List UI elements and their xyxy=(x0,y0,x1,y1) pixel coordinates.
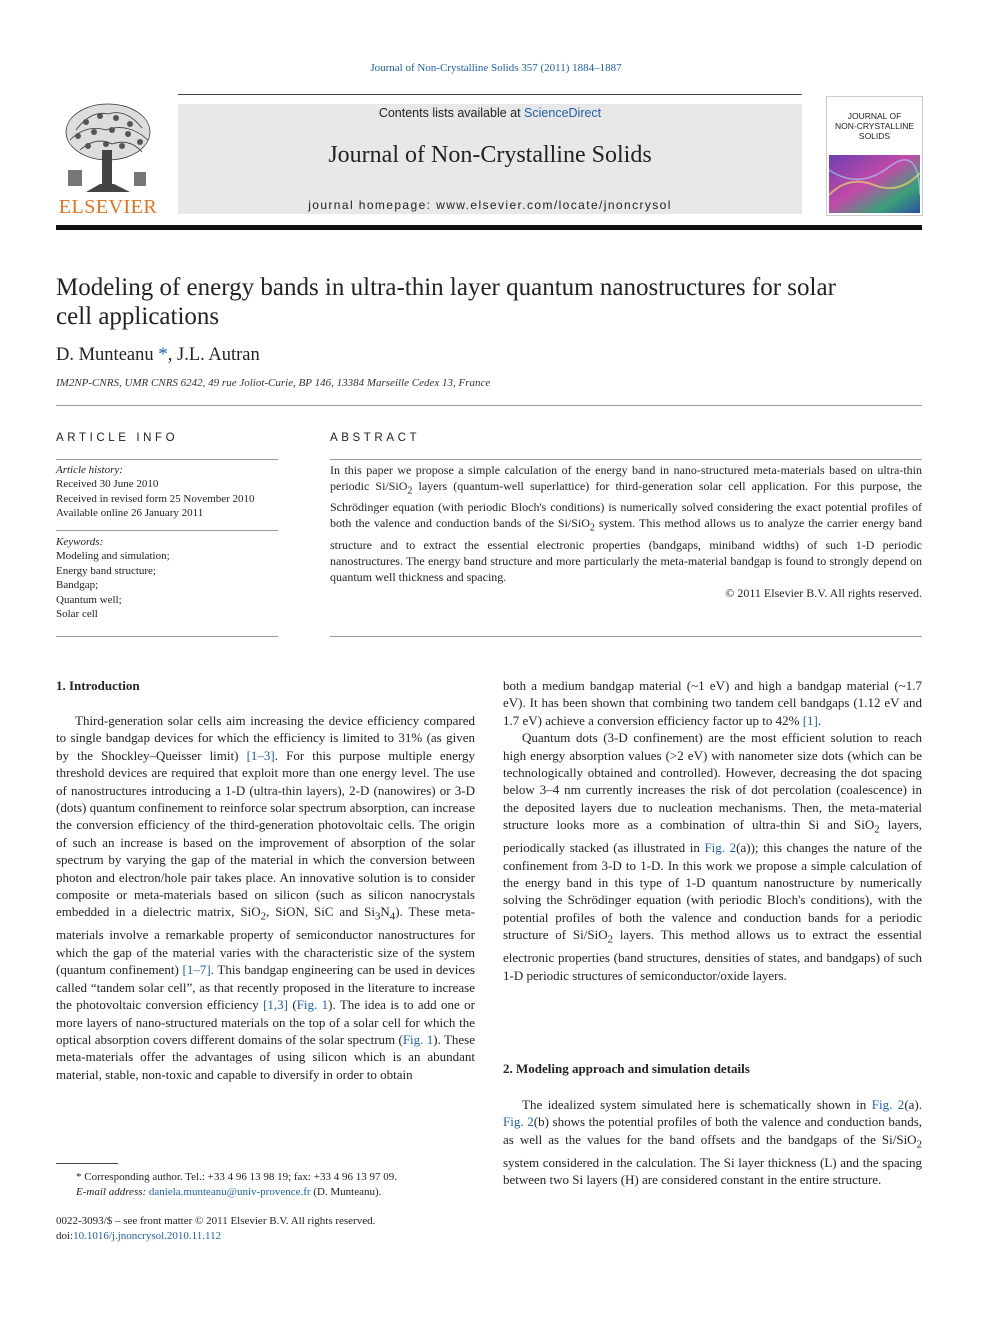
footnote-text: Corresponding author. Tel.: +33 4 96 13 98 19; fax: +33 4 96 13 97 09. xyxy=(81,1171,397,1183)
text: (b) shows the potential profiles of both the valence and conduction bands, as well as the values for the band offsets and the bandgaps of the Si/SiO xyxy=(503,1114,923,1147)
abstract-rule xyxy=(330,636,922,637)
journal-cover-thumbnail[interactable] xyxy=(826,96,923,216)
text: . xyxy=(817,712,822,728)
abstract-copyright: © 2011 Elsevier B.V. All rights reserved. xyxy=(725,585,922,600)
abstract-rule xyxy=(330,459,922,460)
cover-title-line2: NON-CRYSTALLINE SOLIDS xyxy=(834,121,915,141)
text: layers. This method allows us to extract the essential electronic properties (band structures, densities of states, and bandgaps) of such 1-D periodic structures of semiconductor/oxide layers. xyxy=(503,927,922,983)
email-suffix: (D. Munteanu). xyxy=(310,1186,382,1198)
front-matter xyxy=(56,1214,476,1243)
body-column-right xyxy=(503,677,922,984)
subscript: 2 xyxy=(916,1138,922,1151)
keywords xyxy=(56,535,278,621)
publisher-name: ELSEVIER xyxy=(58,196,158,218)
journal-name: Journal of Non-Crystalline Solids xyxy=(328,142,652,168)
subscript: 2 xyxy=(589,522,595,534)
subscript: 2 xyxy=(407,485,413,497)
history-item: Available online 26 January 2011 xyxy=(56,507,204,520)
subscript: 2 xyxy=(607,933,614,946)
subscript: 2 xyxy=(260,911,267,924)
figure-link[interactable]: Fig. 2 xyxy=(871,1097,905,1112)
cover-art-image xyxy=(829,155,920,213)
article-info-rule xyxy=(56,530,278,531)
text: system considered in the calculation. The Si layer thickness (L) and the spacing between two Si layers (H) are considered constant in the entire structure. xyxy=(503,1154,922,1188)
history-item: Received 30 June 2010 xyxy=(56,478,159,491)
figure-link[interactable]: Fig. 1 xyxy=(402,1031,434,1047)
article-history xyxy=(56,463,278,521)
journal-citation[interactable]: Journal of Non-Crystalline Solids 357 (2011) 1884–1887 xyxy=(370,62,622,74)
section-heading-introduction: 1. Introduction xyxy=(56,678,140,693)
subscript: 4 xyxy=(389,911,396,924)
abstract-heading: ABSTRACT xyxy=(330,432,421,444)
doi-label: doi: xyxy=(56,1229,74,1242)
author-2[interactable]: J.L. Autran xyxy=(177,345,260,365)
text: (a). xyxy=(904,1097,922,1112)
header-top-rule xyxy=(178,94,802,95)
reference-link[interactable]: [1,3] xyxy=(263,997,288,1013)
keyword-item: Solar cell xyxy=(56,608,98,621)
keyword-item: Energy band structure; xyxy=(56,564,156,577)
article-info-heading: ARTICLE INFO xyxy=(56,432,179,444)
corresponding-author-mark[interactable]: * xyxy=(158,344,168,365)
text: Quantum dots (3-D confinement) are the most efficient solution to reach high energy absorption values (>2 eV) with nanometer size dots (which can be technologically obtained and controlled). However, decreasing the dot spacing below 3–4 nm currently increases the risk of dot percolation (coalescence) in the deposited layers due to nucleation mechanisms. Then, the meta-material structure looks more as a combination of ultra-thin Si and SiO xyxy=(503,730,922,833)
paragraph xyxy=(503,1096,922,1189)
article-info-rule xyxy=(56,636,278,637)
text: both a medium bandgap material (~1 eV) and high a bandgap material (~1.7 eV). It has been shown that combining two tandem cell bandgaps (1.12 eV and 1.7 eV) achieve a conversion efficiency factor up to 42% xyxy=(503,678,922,728)
abstract-text: In this paper we propose a simple calculation of the energy band in nano-structured meta-materials based on ultra-thin periodic Si/SiO xyxy=(330,463,922,493)
text: layers, periodically stacked (as illustrated in xyxy=(503,817,923,856)
cover-title xyxy=(827,111,922,141)
contents-available-line xyxy=(178,106,802,120)
abstract-text: system. This method allows us to analyze the carrier energy band structure and to extract the essential electronic properties (bandgaps, miniband widths) of such 1-D periodic nanostructures. The energy band structure and more particularly the meta-material bandgap is found to strongly depend on quantum well thickness and spacing. xyxy=(330,516,923,584)
paragraph xyxy=(503,729,922,984)
cover-title-line1: JOURNAL OF xyxy=(847,111,902,121)
text: ). These meta-materials offer the advantages of using silicon which is an abundant material, stable, non-toxic and capable to diversify in order to obtain xyxy=(56,1031,475,1082)
keywords-label: Keywords: xyxy=(56,536,104,548)
text: (a)); this changes the nature of the confinement from 3-D to 1-D. In this work we propose a simple calculation of the energy band in this type of 1-D quantum nanostructure by numerically solving the Schrödinger equation (with periodic Bloch's conditions), with the potential profiles of both the valence and conduction bands for a periodic structure of Si/SiO xyxy=(503,840,922,943)
affiliation: IM2NP-CNRS, UMR CNRS 6242, 49 rue Joliot-Curie, BP 146, 13384 Marseille Cedex 13, France xyxy=(56,377,491,389)
reference-link[interactable]: [1–7] xyxy=(182,962,211,978)
keyword-item: Bandgap; xyxy=(56,579,99,592)
header-thick-rule xyxy=(56,225,922,230)
text: , SiON, SiC and Si xyxy=(266,904,375,920)
doi-link[interactable]: 10.1016/j.jnoncrysol.2010.11.112 xyxy=(73,1229,222,1242)
author-separator: , xyxy=(167,345,177,365)
affiliation-rule xyxy=(56,405,922,406)
reference-link[interactable]: [1] xyxy=(802,712,818,728)
footnote xyxy=(56,1170,476,1200)
figure-link[interactable]: Fig. 2 xyxy=(503,1114,534,1130)
text: ). The idea is to add one or more layers of nano-structured materials on the top of a solar cell for which the optical absorption covers different domains of the solar spectrum ( xyxy=(56,997,475,1047)
body-column-right-section2 xyxy=(503,1096,922,1189)
figure-link[interactable]: Fig. 2 xyxy=(704,840,737,856)
author-1[interactable]: D. Munteanu xyxy=(56,345,154,365)
subscript: 3 xyxy=(374,911,381,924)
paragraph xyxy=(56,712,475,1083)
figure-link[interactable]: Fig. 1 xyxy=(296,997,329,1013)
text: N xyxy=(380,904,390,920)
text: ( xyxy=(288,997,297,1013)
elsevier-tree-icon xyxy=(56,100,160,194)
email-link[interactable]: daniela.munteanu@univ-provence.fr xyxy=(148,1186,311,1198)
article-title: Modeling of energy bands in ultra-thin layer quantum nanostructures for solar cell applications xyxy=(56,274,836,330)
abstract-body xyxy=(330,462,922,601)
email-label: E-mail address: xyxy=(76,1186,149,1198)
history-label: Article history: xyxy=(56,464,123,476)
keyword-item: Quantum well; xyxy=(56,593,122,606)
article-info-rule xyxy=(56,459,278,460)
text: . For this purpose multiple energy threshold devices are required that exploit more than one energy level. The use of nanostructures introducing a 1-D (ultra-thin layers), 2-D (nanowires) or 3-D (dots) quantum confinement to reinforce solar spectrum absorption, can increase the conversion efficiency of the third-generation photovoltaic cells. The origin of such an increase is based on the improvement of absorption of the solar spectrum by varying the gap of the material in which the conversion between photon and electron/hole pair takes place. An innovative solution is to consider composite or meta-materials based on silicon (such as silicon nanocrystals embedded in a dielectric matrix, SiO xyxy=(56,747,476,920)
history-item: Received in revised form 25 November 2010 xyxy=(56,492,255,505)
abstract-text: layers (quantum-well superlattice) for third-generation solar cell application. For this purpose, the Schrödinger equation (with periodic Bloch's conditions) is numerically solved considering the exact potential profiles of both the valence and conduction bands of the Si/SiO xyxy=(330,479,922,531)
sciencedirect-link[interactable]: ScienceDirect xyxy=(524,106,602,120)
corresponding-author-note xyxy=(56,1170,476,1185)
email-note xyxy=(56,1185,476,1200)
text: The idealized system simulated here is schematically shown in xyxy=(522,1097,872,1112)
section-heading-modeling: 2. Modeling approach and simulation details xyxy=(503,1061,750,1076)
author-list xyxy=(56,344,260,366)
paragraph-continued xyxy=(503,677,922,729)
footnote-rule xyxy=(56,1163,118,1164)
journal-homepage[interactable]: journal homepage: www.elsevier.com/locate/jnoncrysol xyxy=(308,198,672,212)
text: Third-generation solar cells aim increasing the device efficiency compared to single bandgap devices for which the efficiency is limited to 31% (as given by the Shockley–Queisser limit) xyxy=(56,713,475,763)
doi-line xyxy=(56,1229,476,1244)
contents-prefix: Contents lists available at xyxy=(378,106,525,120)
subscript: 2 xyxy=(874,823,880,836)
text: ). These meta-materials involve a remarkable property of semiconductor nanostructures for which the gap of the material varies with the characteristic size of the system (quantum confinement) xyxy=(56,904,475,978)
footnote-mark: * xyxy=(76,1171,82,1183)
keyword-item: Modeling and simulation; xyxy=(56,550,170,563)
reference-link[interactable]: [1–3] xyxy=(246,747,275,763)
text: . This bandgap engineering can be used in devices called “tandem solar cell”, as that recently proposed in the literature to increase the photovoltaic conversion efficiency xyxy=(56,962,475,1013)
front-matter-line: 0022-3093/$ – see front matter © 2011 Elsevier B.V. All rights reserved. xyxy=(56,1215,376,1227)
body-column-left xyxy=(56,712,475,1083)
